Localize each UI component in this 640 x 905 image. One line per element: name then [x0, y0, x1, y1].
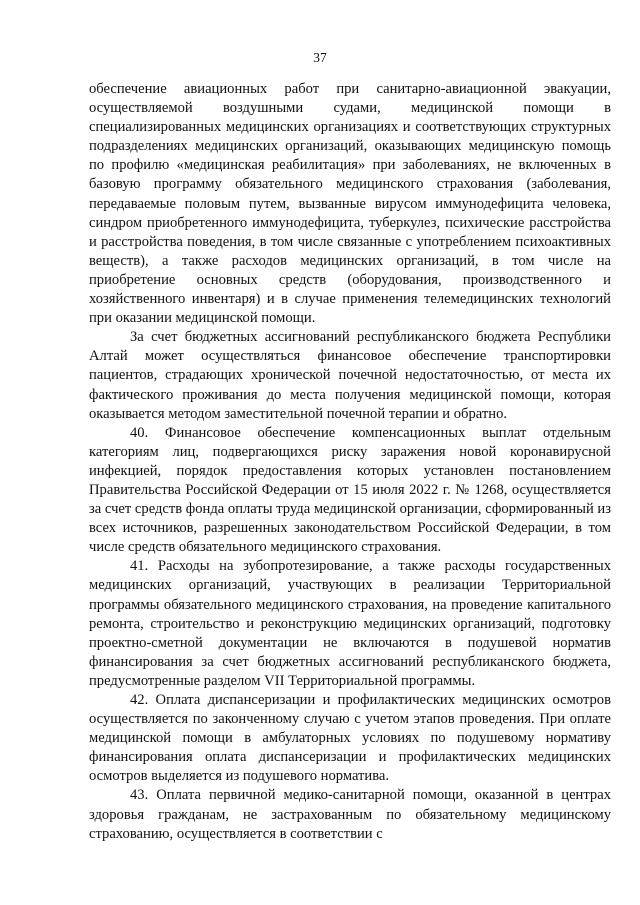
paragraph-40: 40. Финансовое обеспечение компенсационных выплат отдельным категориям лиц, подвергающихся риску заражения новой коронавирусной инфекцией, порядок предоставления которых установлен постановлением Правительства Российской Федерации от 15 июля 2022 г. № 1268, осуществляется за счет средств фонда оплаты труда медицинской организации, сформированный из всех источников, разрешенных законодательством Российской Федерации, в том числе средств обязательного медицинского страхования. [89, 424, 611, 556]
paragraph-41: 41. Расходы на зубопротезирование, а также расходы государственных медицинских организаций, участвующих в реализации Территориальной программы обязательного медицинского страхования, на проведение капитального ремонта, строительство и реконструкцию медицинских организаций, подготовку проектно-сметной документации не включаются в подушевой норматив финансирования за счет бюджетных ассигнований республиканского бюджета, предусмотренные разделом VII Территориальной программы. [89, 558, 611, 689]
paragraph-continuation: обеспечение авиационных работ при санитарно-авиационной эвакуации, осуществляемой воздушными судами, медицинской помощи в специализированных медицинских организациях и соответствующих структурных подразделениях медицинских организаций, оказывающих медицинскую помощь по профилю «медицинская реабилитация» при заболеваниях, не включенных в базовую программу обязательного медицинского страхования (заболевания, передаваемые половым путем, вызванные вирусом иммунодефицита человека, синдром приобретенного иммунодефицита, туберкулез, психические расстройства и расстройства поведения, в том числе связанные с употреблением психоактивных веществ), а также расходов медицинских организаций, в том числе на приобретение основных средств (оборудования, производственного и хозяйственного инвентаря) и в случае применения телемедицинских технологий при оказании медицинской помощи. [89, 81, 611, 327]
paragraph-budget-transport: За счет бюджетных ассигнований республиканского бюджета Республики Алтай может осуществляться финансовое обеспечение транспортировки пациентов, страдающих хронической почечной недостаточностью, от места их фактического проживания до места получения медицинской помощи, которая оказывается методом заместительной почечной терапии и обратно. [89, 329, 611, 422]
document-body [89, 80, 611, 844]
paragraph-43: 43. Оплата первичной медико-санитарной помощи, оказанной в центрах здоровья гражданам, не застрахованным по обязательному медицинскому страхованию, осуществляется в соответствии с [89, 787, 611, 842]
page-number: 37 [313, 50, 327, 65]
paragraph-42: 42. Оплата диспансеризации и профилактических медицинских осмотров осуществляется по законченному случаю с учетом этапов проведения. При оплате медицинской помощи в амбулаторных условиях по подушевому нормативу финансирования оплата диспансеризации и профилактических медицинских осмотров выделяется из подушевого норматива. [89, 692, 611, 785]
